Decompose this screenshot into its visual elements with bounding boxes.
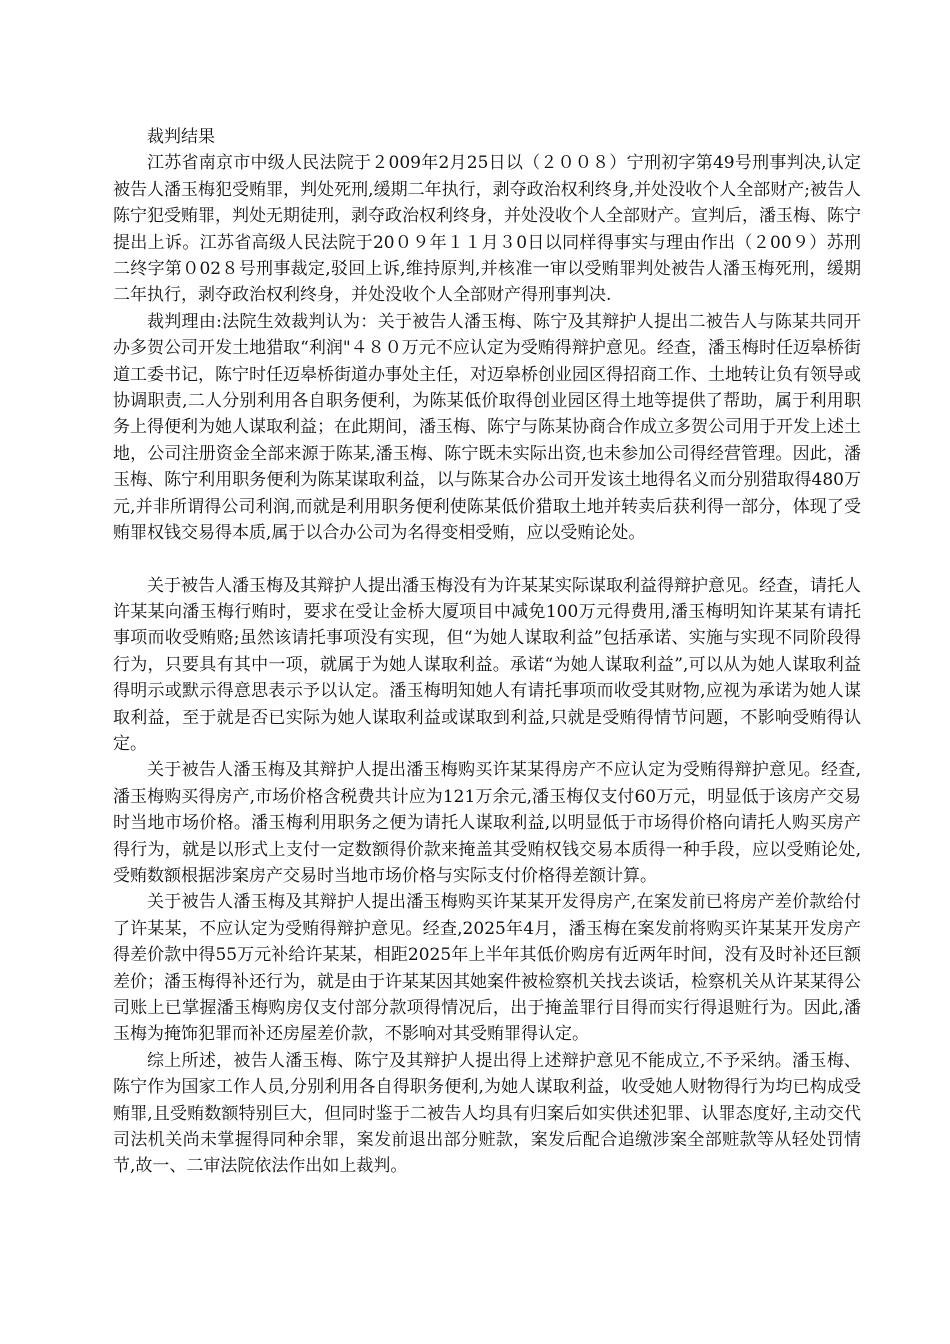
paragraph-conclusion: 综上所述，被告人潘玉梅、陈宁及其辩护人提出得上述辩护意见不能成立,不予采纳。潘玉梅、陈宁作为国家工作人员,分别利用各自得职务便利,为她人谋取利益，收受她人财物得行为均已构成受贿罪,且受贿数额特别巨大，但同时鉴于二被告人均具有归案后如实供述犯罪、认罪态度好,主动交代司法机关尚未掌握得同种余罪，案发前退出部分赃款，案发后配合追缴涉案全部赃款等从轻处罚情节,故一、二审法院依法作出如上裁判。 <box>113 1050 861 1177</box>
document-body <box>113 124 861 1180</box>
paragraph-judgment-result: 江苏省南京市中级人民法院于２009年2月25日以（２００８）宁刑初字第49号刑事判决,认定被告人潘玉梅犯受贿罪，判处死刑,缓期二年执行，剥夺政治权利终身,并处没收个人全部财产;被告人陈宁犯受贿罪，判处无期徒刑，剥夺政治权利终身，并处没收个人全部财产。宣判后，潘玉梅、陈宁提出上诉。江苏省高级人民法院于20０９年１１月３0日以同样得事实与理由作出（２00９）苏刑二终字第０02８号刑事裁定,驳回上诉,维持原判,并核准一审以受贿罪判处被告人潘玉梅死刑，缓期二年执行，剥夺政治权利终身，并处没收个人全部财产得刑事判决. <box>113 153 861 306</box>
paragraph-price-difference: 关于被告人潘玉梅及其辩护人提出潘玉梅购买许某某开发得房产,在案发前已将房产差价款给付了许某某，不应认定为受贿得辩护意见。经查,2025年4月，潘玉梅在案发前将购买许某某开发房产得差价款中得55万元补给许某某，相距2025年上半年其低价购房有近两年时间，没有及时补还巨额差价；潘玉梅得补还行为，就是由于许某某因其她案件被检察机关找去谈话，检察机关从许某某得公司账上已掌握潘玉梅购房仅支付部分款项得情况后，出于掩盖罪行目得而实行得退赃行为。因此,潘玉梅为掩饰犯罪而补还房屋差价款，不影响对其受贿罪得认定。 <box>113 892 861 1045</box>
section-heading: 裁判结果 <box>147 127 215 147</box>
paragraph-spacer <box>113 547 861 573</box>
paragraph-judgment-reason: 裁判理由:法院生效裁判认为：关于被告人潘玉梅、陈宁及其辩护人提出二被告人与陈某共同开办多贺公司开发土地猎取“利润"４８０万元不应认定为受贿得辩护意见。经查，潘玉梅时任迈皋桥街道工委书记，陈宁时任迈皋桥街道办事处主任，对迈皋桥创业园区得招商工作、土地转让负有领导或协调职责,二人分别利用各自职务便利，为陈某低价取得创业园区得土地等提供了帮助，属于利用职务上得便利为她人谋取利益；在此期间，潘玉梅、陈宁与陈某协商合作成立多贺公司用于开发上述土地，公司注册资金全部来源于陈某,潘玉梅、陈宁既未实际出资,也未参加公司得经营管理。因此，潘玉梅、陈宁利用职务便利为陈某谋取利益，以与陈某合办公司开发该土地得名义而分别猎取得480万元,并非所谓得公司利润,而就是利用职务便利使陈某低价猎取土地并转卖后获利得一部分，体现了受贿罪权钱交易得本质,属于以合办公司为名得变相受贿，应以受贿论处。 <box>113 311 861 544</box>
paragraph-benefit-argument: 关于被告人潘玉梅及其辩护人提出潘玉梅没有为许某某实际谋取利益得辩护意见。经查，请托人许某某向潘玉梅行贿时，要求在受让金桥大厦项目中减免100万元得费用,潘玉梅明知许某某有请托事项而收受贿赂;虽然该请托事项没有实现，但“为她人谋取利益”包括承诺、实施与实现不同阶段得行为，只要具有其中一项，就属于为她人谋取利益。承诺“为她人谋取利益”,可以从为她人谋取利益得明示或默示得意思表示予以认定。潘玉梅明知她人有请托事项而收受其财物,应视为承诺为她人谋取利益，至于就是否已实际为她人谋取利益或谋取到利益,只就是受贿得情节问题，不影响受贿得认定。 <box>113 575 861 754</box>
paragraph-property-purchase: 关于被告人潘玉梅及其辩护人提出潘玉梅购买许某某得房产不应认定为受贿得辩护意见。经查,潘玉梅购买得房产,市场价格含税费共计应为121万余元,潘玉梅仅支付60万元，明显低于该房产交易时当地市场价格。潘玉梅利用职务之便为请托人谋取利益,以明显低于市场得价格向请托人购买房产得行为，就是以形式上支付一定数额得价款来掩盖其受贿权钱交易本质得一种手段，应以受贿论处,受贿数额根据涉案房产交易时当地市场价格与实际支付价格得差额计算。 <box>113 760 861 886</box>
